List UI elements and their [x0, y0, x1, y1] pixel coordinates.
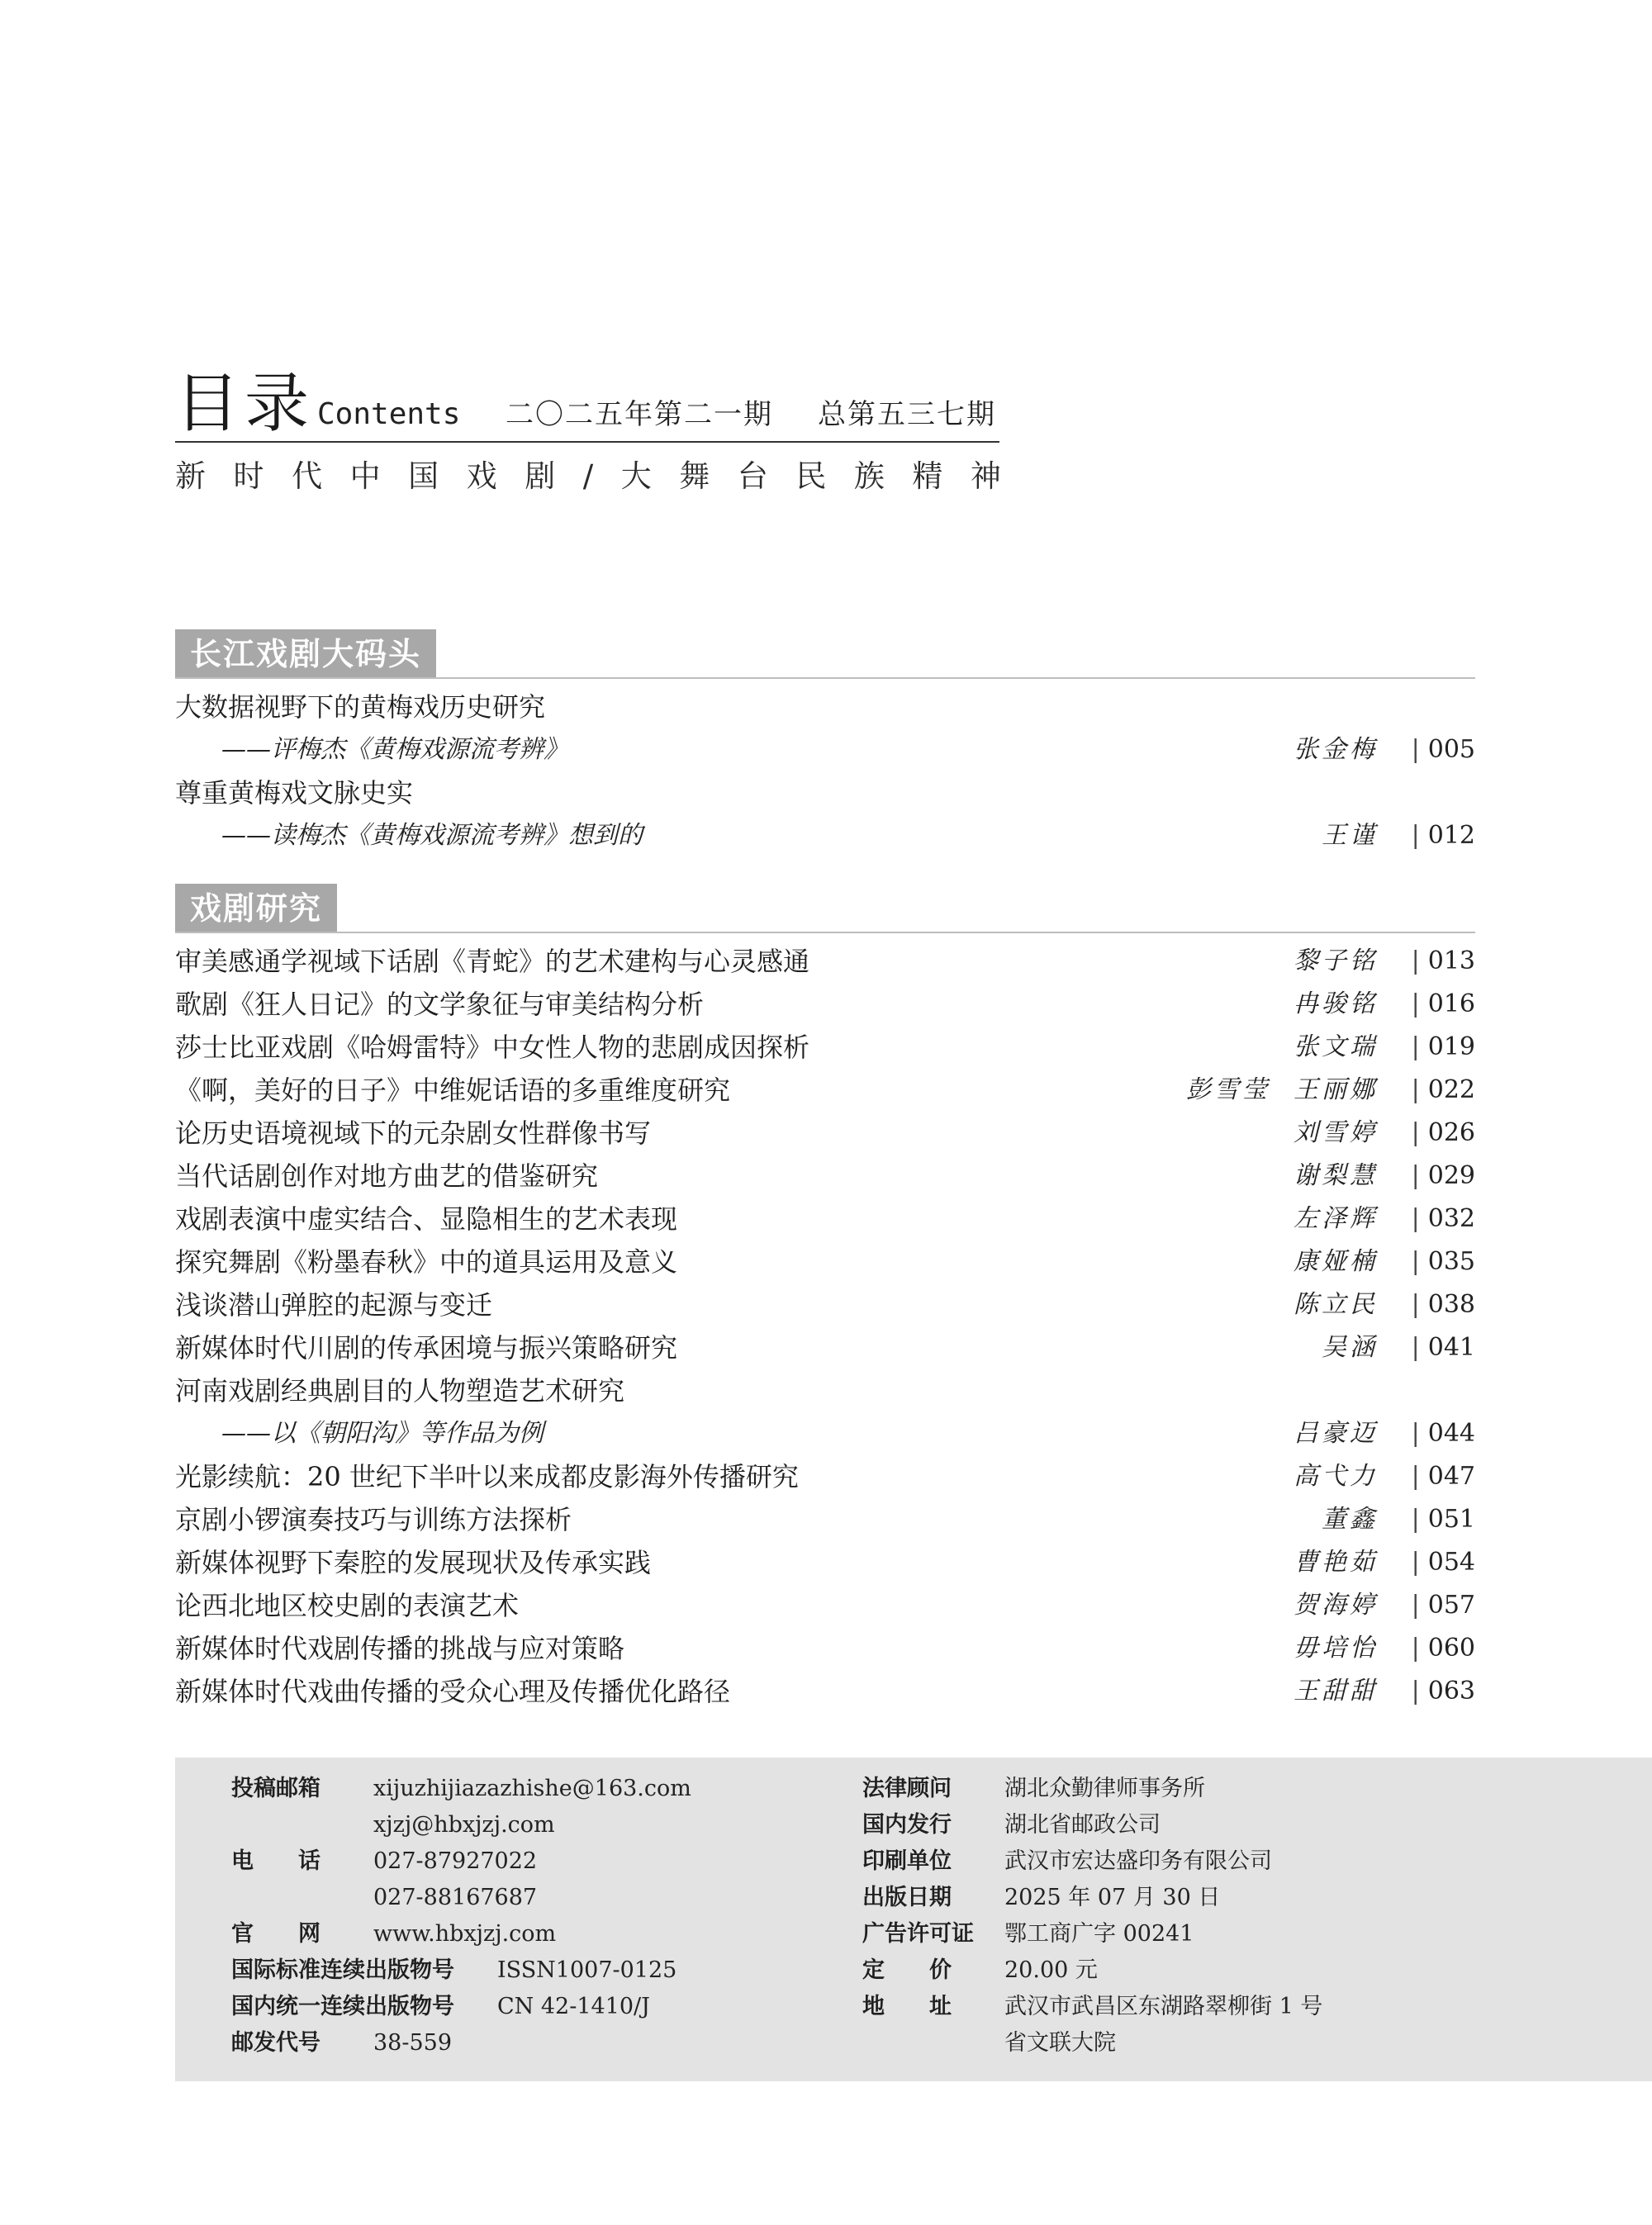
- info-label: 官 网: [231, 1921, 320, 1947]
- entry-title: 探究舞剧《粉墨春秋》中的道具运用及意义: [175, 1246, 678, 1278]
- page-number: 032: [1427, 1204, 1475, 1233]
- entry-title: 新媒体视野下秦腔的发展现状及传承实践: [175, 1547, 652, 1578]
- slogan-char: 族: [853, 458, 885, 494]
- entry-author: 曹艳茹: [1294, 1548, 1378, 1577]
- entry-title: 审美感通学视域下话剧《青蛇》的艺术建构与心灵感通: [175, 946, 810, 977]
- page-separator: |: [1411, 1075, 1420, 1104]
- info-value: 2025 年 07 月 30 日: [1004, 1885, 1221, 1910]
- entry-page: [1412, 1069, 1475, 1112]
- page-title-english: Contents: [317, 397, 461, 431]
- entry-title: 论历史语境视域下的元杂剧女性群像书写: [175, 1117, 652, 1149]
- entry-author: 董鑫: [1322, 1505, 1378, 1534]
- toc-entry[interactable]: [175, 1670, 1475, 1713]
- section-changjiang: [175, 629, 1475, 857]
- info-label: 印刷单位: [862, 1848, 952, 1874]
- slogan-char: 台: [737, 458, 768, 494]
- entry-title: 歌剧《狂人日记》的文学象征与审美结构分析: [175, 989, 705, 1020]
- slogan-char: 神: [970, 458, 1001, 494]
- entry-title: 河南戏剧经典剧目的人物塑造艺术研究: [175, 1375, 625, 1407]
- info-value: 027-88167687: [373, 1885, 538, 1910]
- toc-entry[interactable]: [175, 1112, 1475, 1155]
- slogan-char: 时: [233, 458, 264, 494]
- info-value: CN 42-1410/J: [497, 1994, 650, 2019]
- page-separator: |: [1411, 989, 1420, 1018]
- entry-author: 张文瑞: [1294, 1032, 1378, 1061]
- toc-entry[interactable]: [175, 1627, 1475, 1670]
- entry-title: 论西北地区校史剧的表演艺术: [175, 1590, 520, 1621]
- entry-title: 当代话剧创作对地方曲艺的借鉴研究: [175, 1160, 599, 1192]
- page-number: 041: [1427, 1333, 1475, 1362]
- page-number: 005: [1427, 735, 1475, 764]
- slogan-char: 代: [292, 458, 323, 494]
- slogan-char: 新: [175, 458, 206, 494]
- page-separator: |: [1411, 1032, 1420, 1061]
- entry-page: [1412, 1498, 1475, 1541]
- page-separator: |: [1411, 1505, 1420, 1534]
- page-title: 目录: [175, 367, 315, 441]
- page-separator: |: [1411, 1290, 1420, 1319]
- slogan-char: 剧: [525, 458, 556, 494]
- page-number: 013: [1427, 946, 1475, 975]
- issue-number: 二〇二五年第二一期: [506, 398, 773, 431]
- toc-entry[interactable]: [175, 1584, 1475, 1627]
- page-separator: |: [1411, 1462, 1420, 1491]
- info-label: 投稿邮箱: [231, 1776, 320, 1801]
- entry-page: [1412, 1155, 1475, 1198]
- entry-subtitle: ——以《朝阳沟》等作品为例: [221, 1419, 544, 1448]
- entry-author: 左泽辉: [1294, 1204, 1378, 1233]
- page-separator: |: [1411, 1333, 1420, 1362]
- page-separator: |: [1411, 1548, 1420, 1577]
- slogan-char: 精: [912, 458, 943, 494]
- page-number: 054: [1427, 1548, 1475, 1577]
- page-number: 035: [1427, 1247, 1475, 1276]
- entry-title: 新媒体时代戏曲传播的受众心理及传播优化路径: [175, 1676, 731, 1707]
- page-number: 047: [1427, 1462, 1475, 1491]
- page-number: 038: [1427, 1290, 1475, 1319]
- page-separator: |: [1411, 1161, 1420, 1190]
- entry-author: 黎子铭: [1294, 946, 1378, 975]
- entry-author: 吕豪迈: [1294, 1419, 1378, 1448]
- slogan-char: 戏: [466, 458, 497, 494]
- section-header: [175, 884, 1475, 933]
- info-value[interactable]: xjzj@hbxjzj.com: [373, 1812, 555, 1838]
- page-separator: |: [1411, 1247, 1420, 1276]
- section-label: 戏剧研究: [175, 884, 337, 933]
- page-number: 012: [1427, 821, 1475, 850]
- slogan-char: 中: [349, 458, 381, 494]
- page-number: 029: [1427, 1161, 1475, 1190]
- toc-entry[interactable]: [175, 1541, 1475, 1584]
- toc-entry[interactable]: [175, 1326, 1475, 1369]
- info-value: 鄂工商广字 00241: [1004, 1921, 1194, 1947]
- toc-entry[interactable]: [175, 940, 1475, 983]
- info-label: 广告许可证: [862, 1921, 974, 1947]
- entry-subtitle: ——评梅杰《黄梅戏源流考辨》: [221, 735, 568, 764]
- entry-page: [1412, 1198, 1475, 1241]
- entry-page: [1412, 728, 1475, 771]
- info-value: 20.00 元: [1004, 1957, 1098, 1983]
- slogan-char: /: [582, 458, 594, 494]
- entry-coauthor: 彭雪莹: [1186, 1075, 1270, 1104]
- entry-list: [175, 686, 1475, 857]
- toc-entry[interactable]: [175, 1498, 1475, 1541]
- entry-list: [175, 940, 1475, 1713]
- entry-page: [1412, 983, 1475, 1026]
- entry-author: 王甜甜: [1294, 1677, 1378, 1706]
- entry-page: [1412, 1670, 1475, 1713]
- page-number: 019: [1427, 1032, 1475, 1061]
- entry-page: [1412, 1112, 1475, 1155]
- page-separator: |: [1411, 1118, 1420, 1147]
- title-divider: [175, 441, 999, 443]
- page-separator: |: [1411, 1419, 1420, 1448]
- page-number: 026: [1427, 1118, 1475, 1147]
- slogan-char: 民: [795, 458, 827, 494]
- toc-entry[interactable]: [175, 1283, 1475, 1326]
- entry-title: 光影续航：20 世纪下半叶以来成都皮影海外传播研究: [175, 1461, 799, 1492]
- info-value: 027-87927022: [373, 1848, 538, 1874]
- toc-entry[interactable]: [175, 1026, 1475, 1069]
- info-value: 省文联大院: [1004, 2030, 1116, 2056]
- info-value: 武汉市武昌区东湖路翠柳街 1 号: [1004, 1994, 1323, 2019]
- entry-page: [1412, 940, 1475, 983]
- info-label: 定 价: [862, 1957, 952, 1983]
- section-header: [175, 629, 1475, 679]
- info-label: 电 话: [231, 1848, 320, 1874]
- entry-author: 冉骏铭: [1294, 989, 1378, 1018]
- slogan-char: 舞: [679, 458, 710, 494]
- entry-page: [1412, 1241, 1475, 1283]
- entry-page: [1412, 1026, 1475, 1069]
- slogan: [175, 456, 1001, 497]
- entry-subtitle: ——读梅杰《黄梅戏源流考辨》想到的: [221, 821, 643, 850]
- info-value: 湖北省邮政公司: [1004, 1812, 1161, 1838]
- toc-entry[interactable]: [175, 1069, 1475, 1112]
- entry-title: 大数据视野下的黄梅戏历史研究: [175, 691, 546, 723]
- entry-title: 新媒体时代川剧的传承困境与振兴策略研究: [175, 1332, 678, 1364]
- entry-page: [1412, 1283, 1475, 1326]
- total-issue-number: 总第五三七期: [818, 398, 996, 431]
- page-number: 063: [1427, 1677, 1475, 1706]
- toc-entry[interactable]: [175, 728, 1475, 771]
- page-separator: |: [1411, 1634, 1420, 1663]
- toc-entry[interactable]: [175, 983, 1475, 1026]
- info-value: 武汉市宏达盛印务有限公司: [1004, 1848, 1272, 1874]
- publication-info-box: [175, 1758, 1652, 2081]
- page-separator: |: [1411, 1591, 1420, 1620]
- info-label: 地 址: [862, 1994, 952, 2019]
- section-label: 长江戏剧大码头: [175, 629, 436, 679]
- page-separator: |: [1411, 821, 1420, 850]
- entry-page: [1412, 814, 1475, 857]
- entry-page: [1412, 1584, 1475, 1627]
- entry-page: [1412, 1326, 1475, 1369]
- section-drama-research: [175, 884, 1475, 1713]
- info-label: 国内发行: [862, 1812, 952, 1838]
- entry-author: 贺海婷: [1294, 1591, 1378, 1620]
- section-divider: [175, 677, 1475, 679]
- toc-entry[interactable]: [175, 771, 1475, 814]
- entry-author: 吴涵: [1322, 1333, 1378, 1362]
- title-row: [175, 368, 999, 439]
- info-value[interactable]: www.hbxjzj.com: [373, 1921, 557, 1947]
- toc-entry[interactable]: [175, 1241, 1475, 1283]
- section-divider: [175, 932, 1475, 933]
- toc-entry[interactable]: [175, 814, 1475, 857]
- page-number: 044: [1427, 1419, 1475, 1448]
- entry-author: 谢梨慧: [1294, 1161, 1378, 1190]
- page-number: 057: [1427, 1591, 1475, 1620]
- entry-title: 《啊，美好的日子》中维妮话语的多重维度研究: [175, 1075, 731, 1106]
- entry-title: 戏剧表演中虚实结合、显隐相生的艺术表现: [175, 1203, 678, 1235]
- entry-title: 京剧小锣演奏技巧与训练方法探析: [175, 1504, 572, 1535]
- toc-entry[interactable]: [175, 1198, 1475, 1241]
- page-separator: |: [1411, 1204, 1420, 1233]
- toc-entry[interactable]: [175, 686, 1475, 728]
- entry-page: [1412, 1627, 1475, 1670]
- entry-author: 陈立民: [1294, 1290, 1378, 1319]
- info-value: 湖北众勤律师事务所: [1004, 1776, 1205, 1801]
- page-separator: |: [1411, 946, 1420, 975]
- page-separator: |: [1411, 735, 1420, 764]
- info-label: 国际标准连续出版物号: [231, 1957, 454, 1983]
- page-number: 051: [1427, 1505, 1475, 1534]
- slogan-char: 大: [620, 458, 652, 494]
- page-number: 060: [1427, 1634, 1475, 1663]
- entry-title: 新媒体时代戏剧传播的挑战与应对策略: [175, 1633, 625, 1664]
- info-label: 法律顾问: [862, 1776, 952, 1801]
- entry-author: 王丽娜: [1294, 1075, 1378, 1104]
- entry-title: 尊重黄梅戏文脉史实: [175, 777, 414, 809]
- info-label: 邮发代号: [231, 2030, 320, 2056]
- entry-author: 康娅楠: [1294, 1247, 1378, 1276]
- info-label: 出版日期: [862, 1885, 952, 1910]
- toc-entry[interactable]: [175, 1369, 1475, 1412]
- entry-author: 张金梅: [1294, 735, 1378, 764]
- toc-entry[interactable]: [175, 1412, 1475, 1455]
- entry-page: [1412, 1541, 1475, 1584]
- entry-title: 莎士比亚戏剧《哈姆雷特》中女性人物的悲剧成因探析: [175, 1032, 810, 1063]
- page-number: 016: [1427, 989, 1475, 1018]
- entry-page: [1412, 1412, 1475, 1455]
- toc-entry[interactable]: [175, 1155, 1475, 1198]
- toc-entry[interactable]: [175, 1455, 1475, 1498]
- entry-author: 刘雪婷: [1294, 1118, 1378, 1147]
- info-value[interactable]: xijuzhijiazazhishe@163.com: [373, 1776, 691, 1801]
- entry-title: 浅谈潜山弹腔的起源与变迁: [175, 1289, 493, 1321]
- page-separator: |: [1411, 1677, 1420, 1706]
- entry-author: 王谨: [1322, 821, 1378, 850]
- toc-header: [175, 367, 1001, 494]
- entry-page: [1412, 1455, 1475, 1498]
- page-number: 022: [1427, 1075, 1475, 1104]
- info-value: 38-559: [373, 2030, 453, 2056]
- info-value: ISSN1007-0125: [497, 1957, 677, 1983]
- slogan-char: 国: [408, 458, 439, 494]
- entry-author: 高弋力: [1294, 1462, 1378, 1491]
- entry-author: 毋培怡: [1294, 1634, 1378, 1663]
- info-label: 国内统一连续出版物号: [231, 1994, 454, 2019]
